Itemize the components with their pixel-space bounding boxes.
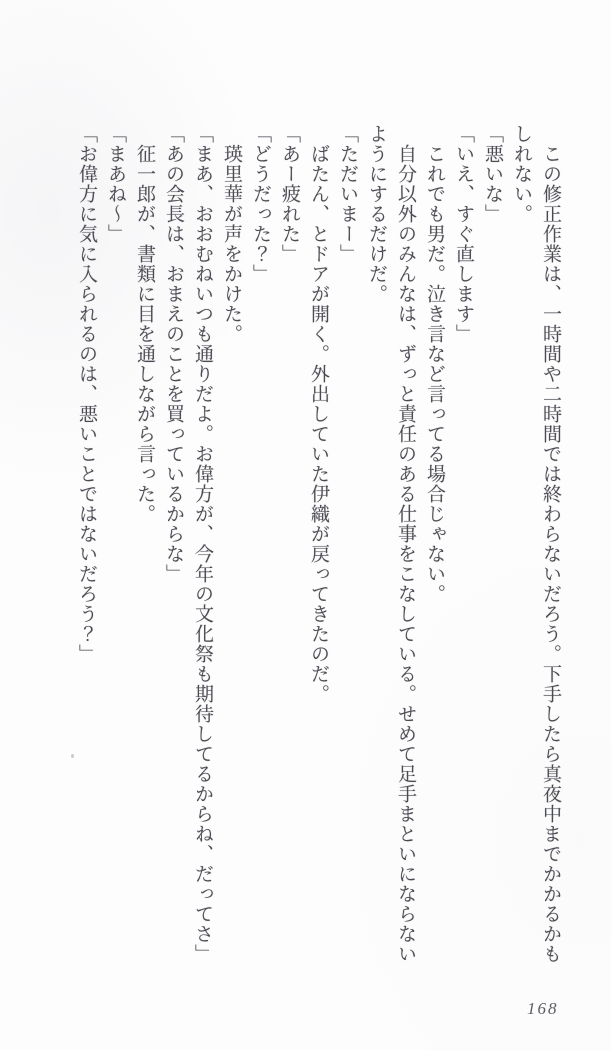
- paragraph-line: 瑛里華が声をかけた。: [221, 124, 242, 344]
- paragraph-line: 「まあ、おおむねいつも通りだよ。お偉方が、今年の文化祭も期待してるからね、だってさ」: [192, 124, 213, 964]
- paragraph-line: 自分以外のみんなは、ずっと責任のある仕事をこなしている。せめて足手まといにならないようにするだけだ。: [366, 124, 416, 964]
- paragraph-line: これでも男だ。泣き言など言ってる場合じゃない。: [424, 124, 445, 604]
- paragraph-line: 征一郎が、書類に目を通しながら言った。: [134, 124, 155, 524]
- paragraph-line: 「あの会長は、おまえのことを買っているからな」: [163, 124, 184, 584]
- page-number: 168: [527, 999, 559, 1018]
- paragraph-line: ばたん、とドアが開く。外出していた伊織が戻ってきたのだ。: [308, 124, 329, 704]
- paragraph-line: 「お偉方に気に入られるのは、悪いことではないだろう？」: [76, 124, 97, 664]
- paragraph-line: 「ただいまー」: [337, 124, 358, 264]
- print-speck: [71, 754, 74, 758]
- paragraph-line: この修正作業は、一時間や二時間では終わらないだろう。下手したら真夜中までかかるかもしれない。: [511, 124, 561, 964]
- paragraph-line: 「まあね〜」: [105, 124, 126, 244]
- paragraph-line: 「どうだった？」: [250, 124, 271, 284]
- paragraph-line: 「悪いな」: [482, 124, 503, 224]
- novel-text-block: [67, 124, 565, 968]
- paragraph-line: 「あー疲れた」: [279, 124, 300, 264]
- paragraph-line: 「いえ、すぐ直します」: [453, 124, 474, 344]
